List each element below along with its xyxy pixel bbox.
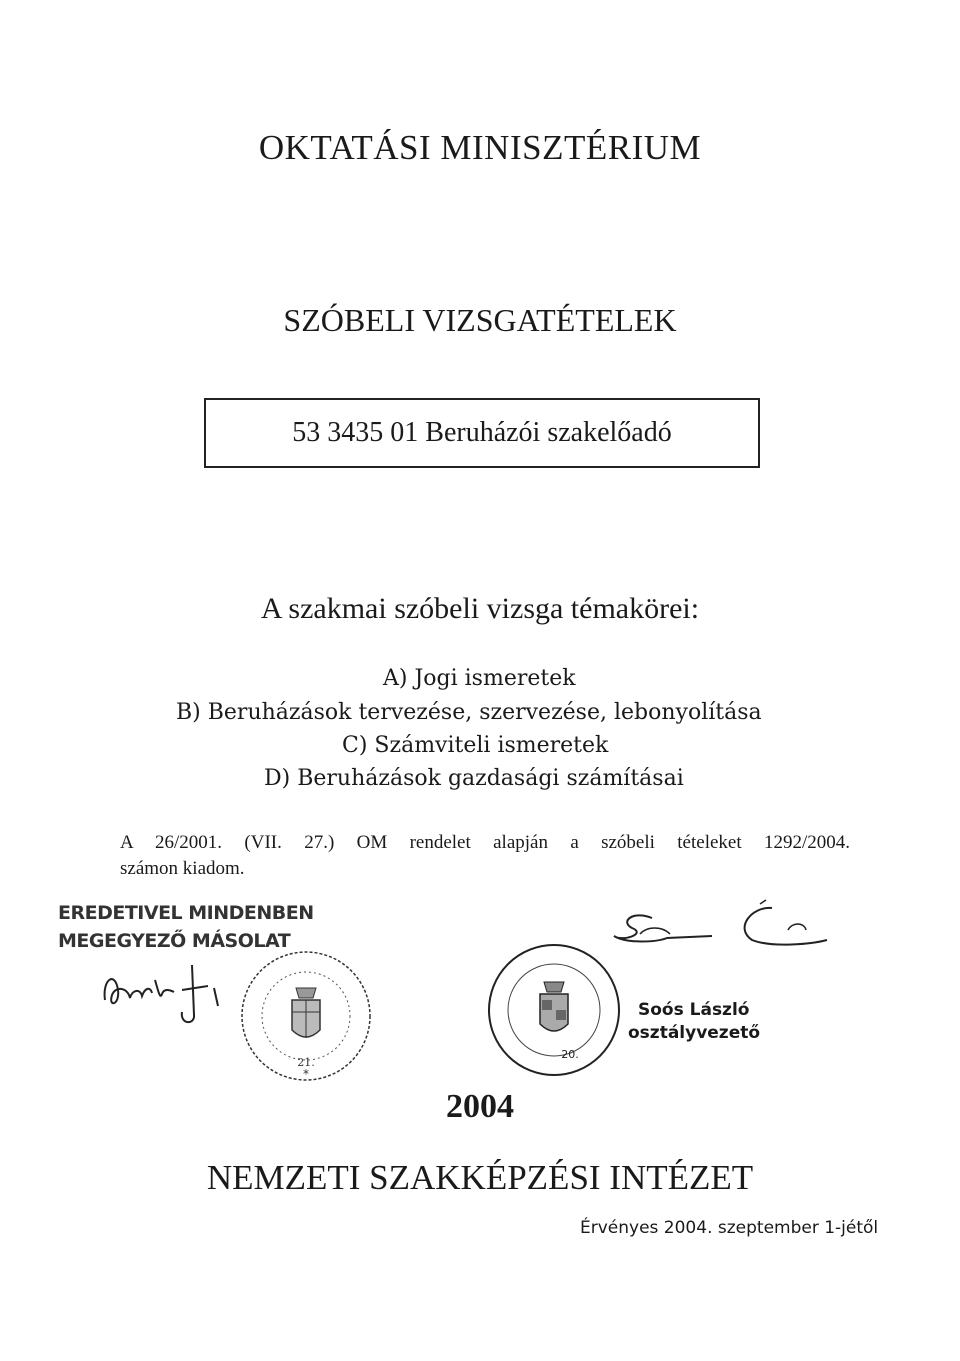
- left-seal-icon: [238, 948, 374, 1084]
- institute-name: NEMZETI SZAKKÉPZÉSI INTÉZET: [206, 1158, 754, 1197]
- document-subtitle: SZÓBELI VIZSGATÉTELEK: [283, 302, 677, 338]
- topics-heading: A szakmai szóbeli vizsga témakörei:: [260, 592, 700, 625]
- certification-stamp-line: MEGEGYEZŐ MÁSOLAT: [58, 930, 291, 952]
- left-seal-number: 21.: [297, 1056, 315, 1069]
- decree-line: számon kiadom.: [120, 858, 245, 879]
- signer-title: osztályvezető: [628, 1023, 761, 1043]
- qualification-code: 53 3435 01 Beruházói szakelőadó: [292, 417, 672, 448]
- topic-item: B) Beruházások tervezése, szervezése, lebonyolítása: [176, 700, 762, 725]
- svg-text:*: *: [303, 1067, 309, 1081]
- topic-item: C) Számviteli ismeretek: [342, 733, 609, 758]
- ministry-title: OKTATÁSI MINISZTÉRIUM: [258, 128, 702, 167]
- certification-stamp-line: EREDETIVEL MINDENBEN: [58, 902, 314, 924]
- certifier-signature-icon: [100, 960, 230, 1030]
- validity-date: Érvényes 2004. szeptember 1-jétől: [580, 1218, 879, 1238]
- topic-item: A) Jogi ismeretek: [383, 666, 576, 691]
- right-seal-number: 20.: [561, 1048, 579, 1061]
- decree-text: [120, 830, 850, 882]
- document-year: 2004: [446, 1088, 514, 1125]
- signer-signature-icon: [612, 900, 832, 960]
- topic-item: D) Beruházások gazdasági számításai: [264, 766, 684, 791]
- qualification-box: [204, 398, 760, 468]
- decree-line: A 26/2001. (VII. 27.) OM rendelet alapján a szóbeli tételeket 1292/2004.: [120, 832, 850, 853]
- right-seal-icon: [484, 940, 624, 1080]
- signer-name: Soós László: [638, 1000, 750, 1020]
